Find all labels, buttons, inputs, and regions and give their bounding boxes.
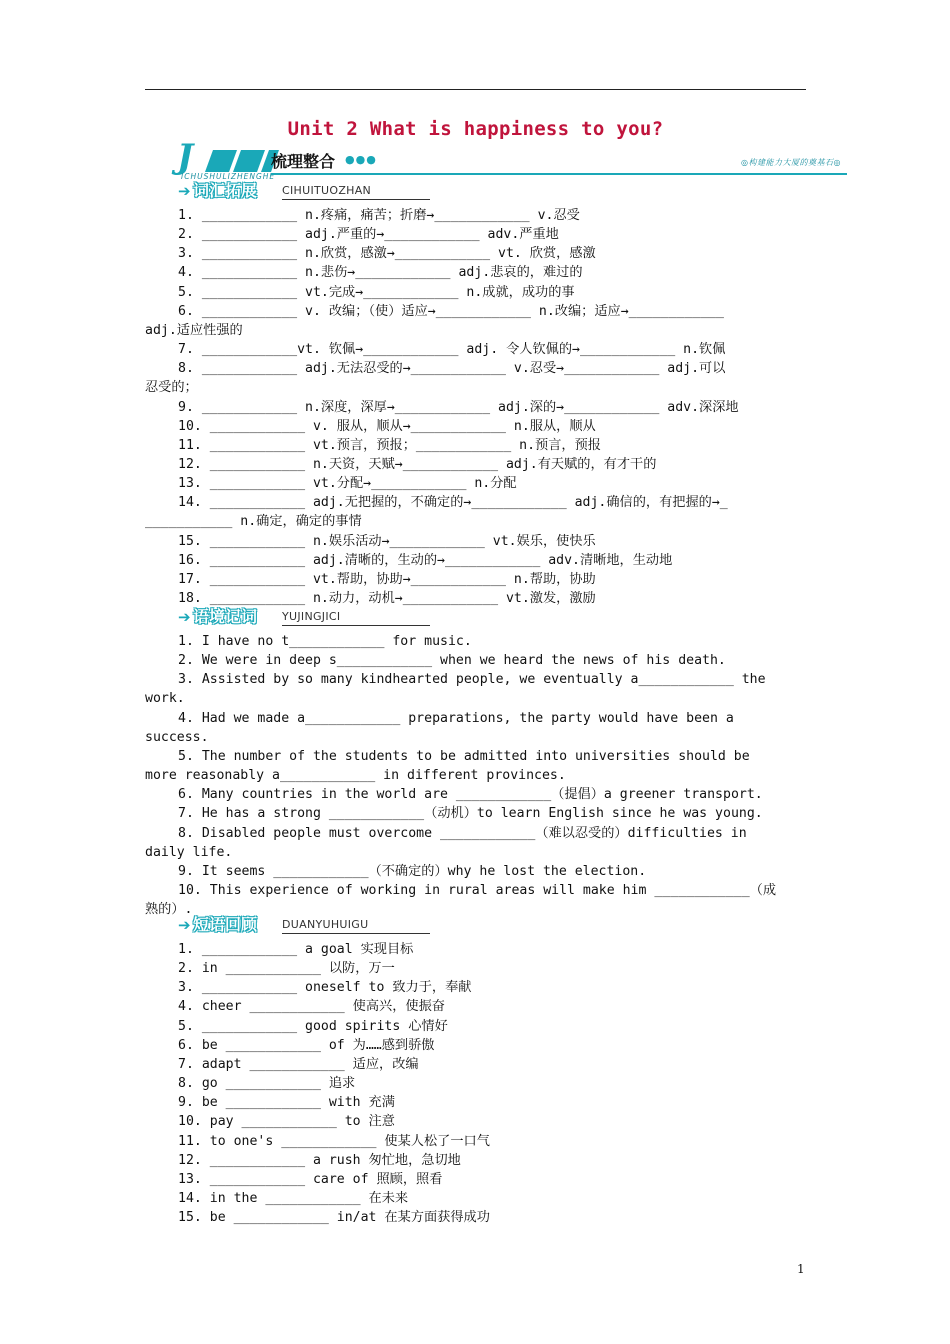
vocab-line: 6. ____________ v. 改编；（使）适应→____________ n.改编；适应→____________ bbox=[178, 303, 724, 319]
banner-bar bbox=[205, 150, 237, 172]
banner-title: 梳理整合 bbox=[271, 152, 336, 171]
phrases-line: 10. pay ____________ to 注意 bbox=[178, 1114, 395, 1130]
top-rule bbox=[145, 89, 806, 90]
section-pinyin: DUANYUHUIGU bbox=[282, 918, 369, 931]
section-header-vocab bbox=[178, 181, 438, 203]
vocab-line: 9. ____________ n.深度，深厚→____________ adj.深的→____________ adv.深深地 bbox=[178, 399, 739, 415]
phrases-line: 13. ____________ care of 照顾，照看 bbox=[178, 1171, 443, 1187]
context-line: success. bbox=[145, 729, 209, 745]
vocab-line: 12. ____________ n.天资，天赋→____________ adj.有天赋的，有才干的 bbox=[178, 456, 657, 472]
phrases-line: 12. ____________ a rush 匆忙地，急切地 bbox=[178, 1152, 461, 1168]
banner-letter: J bbox=[177, 137, 194, 177]
context-line: 熟的）. bbox=[145, 902, 193, 918]
phrases-line: 6. be ____________ of 为……感到骄傲 bbox=[178, 1037, 435, 1053]
context-line: 9. It seems ____________（不确定的）why he lost the election. bbox=[178, 863, 647, 879]
phrases-line: 7. adapt ____________ 适应，改编 bbox=[178, 1056, 419, 1072]
phrases-line: 15. be ____________ in/at 在某方面获得成功 bbox=[178, 1210, 490, 1226]
vocab-line: 14. ____________ adj.无把握的，不确定的→____________ adj.确信的，有把握的→_ bbox=[178, 495, 728, 511]
section-underline bbox=[282, 199, 430, 200]
banner-dots: ●●● bbox=[345, 153, 377, 166]
vocab-line: 16. ____________ adj.清晰的，生动的→____________ adv.清晰地，生动地 bbox=[178, 552, 673, 568]
phrases-line: 1. ____________ a goal 实现目标 bbox=[178, 942, 414, 957]
section-pinyin: CIHUITUOZHAN bbox=[282, 184, 372, 197]
section-label: 语境记词 bbox=[193, 607, 258, 626]
section-header-phrases bbox=[178, 915, 438, 937]
section-header-context bbox=[178, 607, 438, 629]
vocab-line: 17. ____________ vt.帮助，协助→____________ n.帮助，协助 bbox=[178, 571, 596, 587]
context-line: 1. I have no t____________ for music. bbox=[178, 634, 472, 649]
context-line: more reasonably a____________ in different provinces. bbox=[145, 768, 566, 784]
vocab-line: 忍受的； bbox=[145, 380, 198, 396]
section-pinyin: YUJINGJICI bbox=[282, 610, 341, 623]
section-underline bbox=[282, 933, 430, 934]
vocab-line: 15. ____________ n.娱乐活动→____________ vt.娱乐，使快乐 bbox=[178, 533, 596, 549]
banner-bar bbox=[233, 150, 265, 172]
context-line: 7. He has a strong ____________（动机）to learn English since he was young. bbox=[178, 806, 763, 822]
phrases-line: 11. to one's ____________ 使某人松了一口气 bbox=[178, 1133, 490, 1149]
vocab-line: 11. ____________ vt.预言，预报；____________ n.预言，预报 bbox=[178, 437, 601, 453]
phrases-line: 9. be ____________ with 充满 bbox=[178, 1095, 395, 1111]
section-label: 短语回顾 bbox=[193, 915, 258, 934]
arrow-icon: ➔ bbox=[178, 182, 191, 200]
vocab-line: 4. ____________ n.悲伤→____________ adj.悲哀的，难过的 bbox=[178, 265, 583, 281]
vocab-line: 2. ____________ adj.严重的→____________ adv.严重地 bbox=[178, 227, 559, 243]
phrases-line: 2. in ____________ 以防，万一 bbox=[178, 961, 395, 977]
section-underline bbox=[282, 625, 430, 626]
vocab-line: 5. ____________ vt.完成→____________ n.成就，成功的事 bbox=[178, 284, 575, 300]
vocab-line: 18. ____________ n.动力，动机→____________ vt.激发，激励 bbox=[178, 591, 596, 606]
vocab-line: 3. ____________ n.欣赏，感激→____________ vt. 欣赏，感激 bbox=[178, 246, 596, 262]
vocab-line: 8. ____________ adj.无法忍受的→____________ v.忍受→____________ adj.可以 bbox=[178, 361, 726, 377]
banner-pinyin: ICHUSHULIZHENGHE bbox=[181, 172, 276, 181]
vocab-line: 7. ____________vt. 钦佩→____________ adj. 令人钦佩的→____________ n.钦佩 bbox=[178, 342, 726, 358]
context-line: 3. Assisted by so many kindhearted people, we eventually a____________ the bbox=[178, 672, 766, 688]
context-line: 10. This experience of working in rural areas will make him ____________（成 bbox=[178, 882, 777, 898]
phrases-line: 14. in the ____________ 在未来 bbox=[178, 1190, 409, 1206]
section-banner bbox=[175, 137, 847, 184]
page-number: 1 bbox=[797, 1262, 805, 1276]
arrow-icon: ➔ bbox=[178, 916, 191, 934]
context-line: work. bbox=[145, 691, 185, 707]
arrow-icon: ➔ bbox=[178, 608, 191, 626]
phrases-line: 5. ____________ good spirits 心情好 bbox=[178, 1018, 448, 1034]
vocab-line: 13. ____________ vt.分配→____________ n.分配 bbox=[178, 476, 517, 492]
phrases-line: 8. go ____________ 追求 bbox=[178, 1076, 356, 1092]
context-line: 4. Had we made a____________ preparations, the party would have been a bbox=[178, 710, 734, 726]
vocab-line: 10. ____________ v. 服从，顺从→____________ n.服从，顺从 bbox=[178, 418, 596, 434]
context-line: 2. We were in deep s____________ when we heard the news of his death. bbox=[178, 653, 726, 669]
banner-slogan: ◎构建能力大厦的奠基石◎ bbox=[741, 158, 841, 167]
phrases-line: 3. ____________ oneself to 致力于，奉献 bbox=[178, 980, 472, 996]
phrases-line: 4. cheer ____________ 使高兴，使振奋 bbox=[178, 999, 445, 1015]
context-line: 5. The number of the students to be admitted into universities should be bbox=[178, 748, 750, 764]
context-line: 6. Many countries in the world are ____________（提倡）a greener transport. bbox=[178, 787, 763, 803]
vocab-line: 1. ____________ n.疼痛，痛苦；折磨→____________ v.忍受 bbox=[178, 208, 580, 223]
context-line: 8. Disabled people must overcome ____________（难以忍受的）difficulties in bbox=[178, 825, 747, 841]
vocab-line: adj.适应性强的 bbox=[145, 322, 243, 338]
banner-baseline bbox=[271, 173, 847, 175]
context-line: daily life. bbox=[145, 844, 233, 860]
page-title: Unit 2 What is happiness to you? bbox=[287, 118, 664, 140]
section-label: 词汇拓展 bbox=[193, 181, 258, 200]
vocab-line: ___________ n.确定，确定的事情 bbox=[145, 514, 362, 530]
